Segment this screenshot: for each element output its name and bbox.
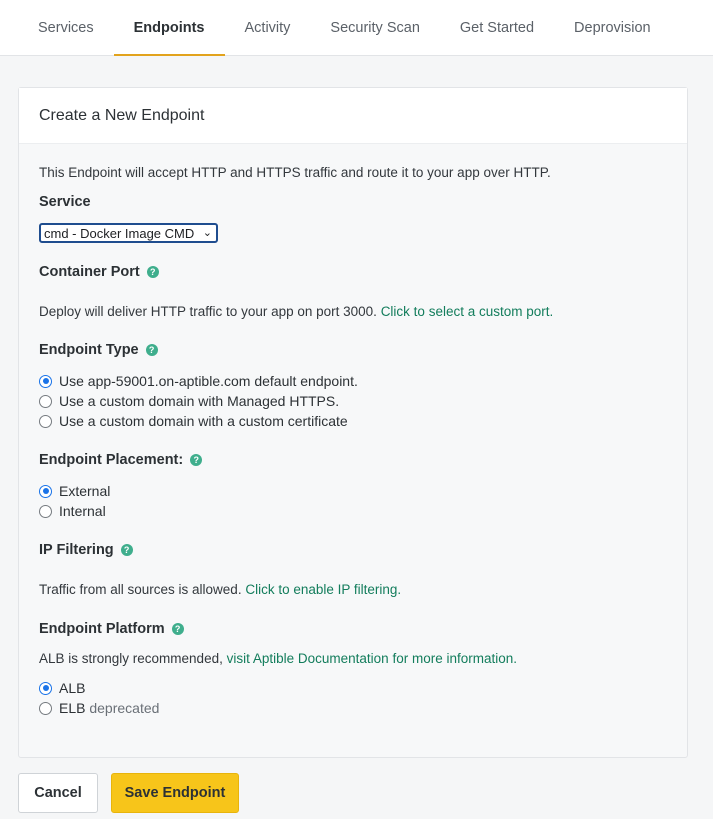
help-icon[interactable]: ?: [147, 266, 159, 278]
radio-managed-https[interactable]: [39, 393, 339, 409]
deprecated-note: deprecated: [89, 700, 160, 716]
radio-label: Internal: [59, 503, 106, 519]
ip-filtering-label: IP Filtering ?: [39, 542, 133, 558]
radio-label: Use a custom domain with a custom certificate: [59, 413, 348, 429]
radio-unchecked-icon[interactable]: [39, 702, 52, 715]
container-port-text: Deploy will deliver HTTP traffic to your app on port 3000. Click to select a custom port.: [39, 304, 554, 319]
save-endpoint-button[interactable]: Save Endpoint: [111, 773, 239, 813]
radio-internal[interactable]: [39, 503, 106, 519]
radio-label: Use app-59001.on-aptible.com default endpoint.: [59, 373, 358, 389]
endpoint-type-label: Endpoint Type ?: [39, 342, 158, 358]
radio-label: Use a custom domain with Managed HTTPS.: [59, 393, 340, 409]
radio-checked-icon[interactable]: [39, 375, 52, 388]
intro-text: This Endpoint will accept HTTP and HTTPS traffic and route it to your app over HTTP.: [39, 165, 551, 180]
radio-alb[interactable]: [39, 680, 85, 696]
ip-filtering-text: Traffic from all sources is allowed. Click to enable IP filtering.: [39, 582, 402, 597]
radio-unchecked-icon[interactable]: [39, 395, 52, 408]
service-label: Service: [39, 194, 91, 210]
help-icon[interactable]: ?: [146, 344, 158, 356]
enable-ip-filtering-link[interactable]: Click to enable IP filtering.: [245, 582, 402, 597]
radio-elb[interactable]: [39, 700, 159, 716]
radio-unchecked-icon[interactable]: [39, 505, 52, 518]
chevron-down-icon: ⌄: [202, 227, 212, 239]
radio-external[interactable]: [39, 483, 110, 499]
container-port-label: Container Port ?: [39, 264, 159, 280]
tab-get-started[interactable]: Get Started: [459, 19, 535, 36]
tab-bar: [0, 0, 713, 56]
radio-label: ALB: [59, 680, 86, 696]
radio-unchecked-icon[interactable]: [39, 415, 52, 428]
tab-security-scan[interactable]: Security Scan: [330, 19, 420, 36]
radio-label: External: [59, 483, 111, 499]
platform-text: ALB is strongly recommended, visit Aptible Documentation for more information.: [39, 651, 517, 666]
placement-label: Endpoint Placement: ?: [39, 452, 202, 468]
create-endpoint-card: [18, 87, 688, 758]
custom-port-link[interactable]: Click to select a custom port.: [380, 304, 554, 319]
service-select[interactable]: [39, 223, 218, 243]
help-icon[interactable]: ?: [121, 544, 133, 556]
tab-activity[interactable]: Activity: [244, 19, 291, 36]
service-select-value: cmd - Docker Image CMD: [44, 225, 195, 241]
radio-checked-icon[interactable]: [39, 485, 52, 498]
radio-custom-certificate[interactable]: [39, 413, 348, 429]
platform-label: Endpoint Platform ?: [39, 621, 184, 637]
help-icon[interactable]: ?: [190, 454, 202, 466]
radio-default-endpoint[interactable]: [39, 373, 358, 389]
radio-checked-icon[interactable]: [39, 682, 52, 695]
tab-services[interactable]: Services: [38, 19, 94, 36]
documentation-link[interactable]: visit Aptible Documentation for more information.: [226, 651, 517, 666]
radio-label: ELB: [59, 700, 86, 716]
help-icon[interactable]: ?: [172, 623, 184, 635]
tab-endpoints[interactable]: Endpoints: [114, 0, 225, 55]
cancel-button[interactable]: Cancel: [18, 773, 98, 813]
card-title: Create a New Endpoint: [19, 88, 687, 144]
tab-deprovision[interactable]: Deprovision: [574, 19, 651, 36]
